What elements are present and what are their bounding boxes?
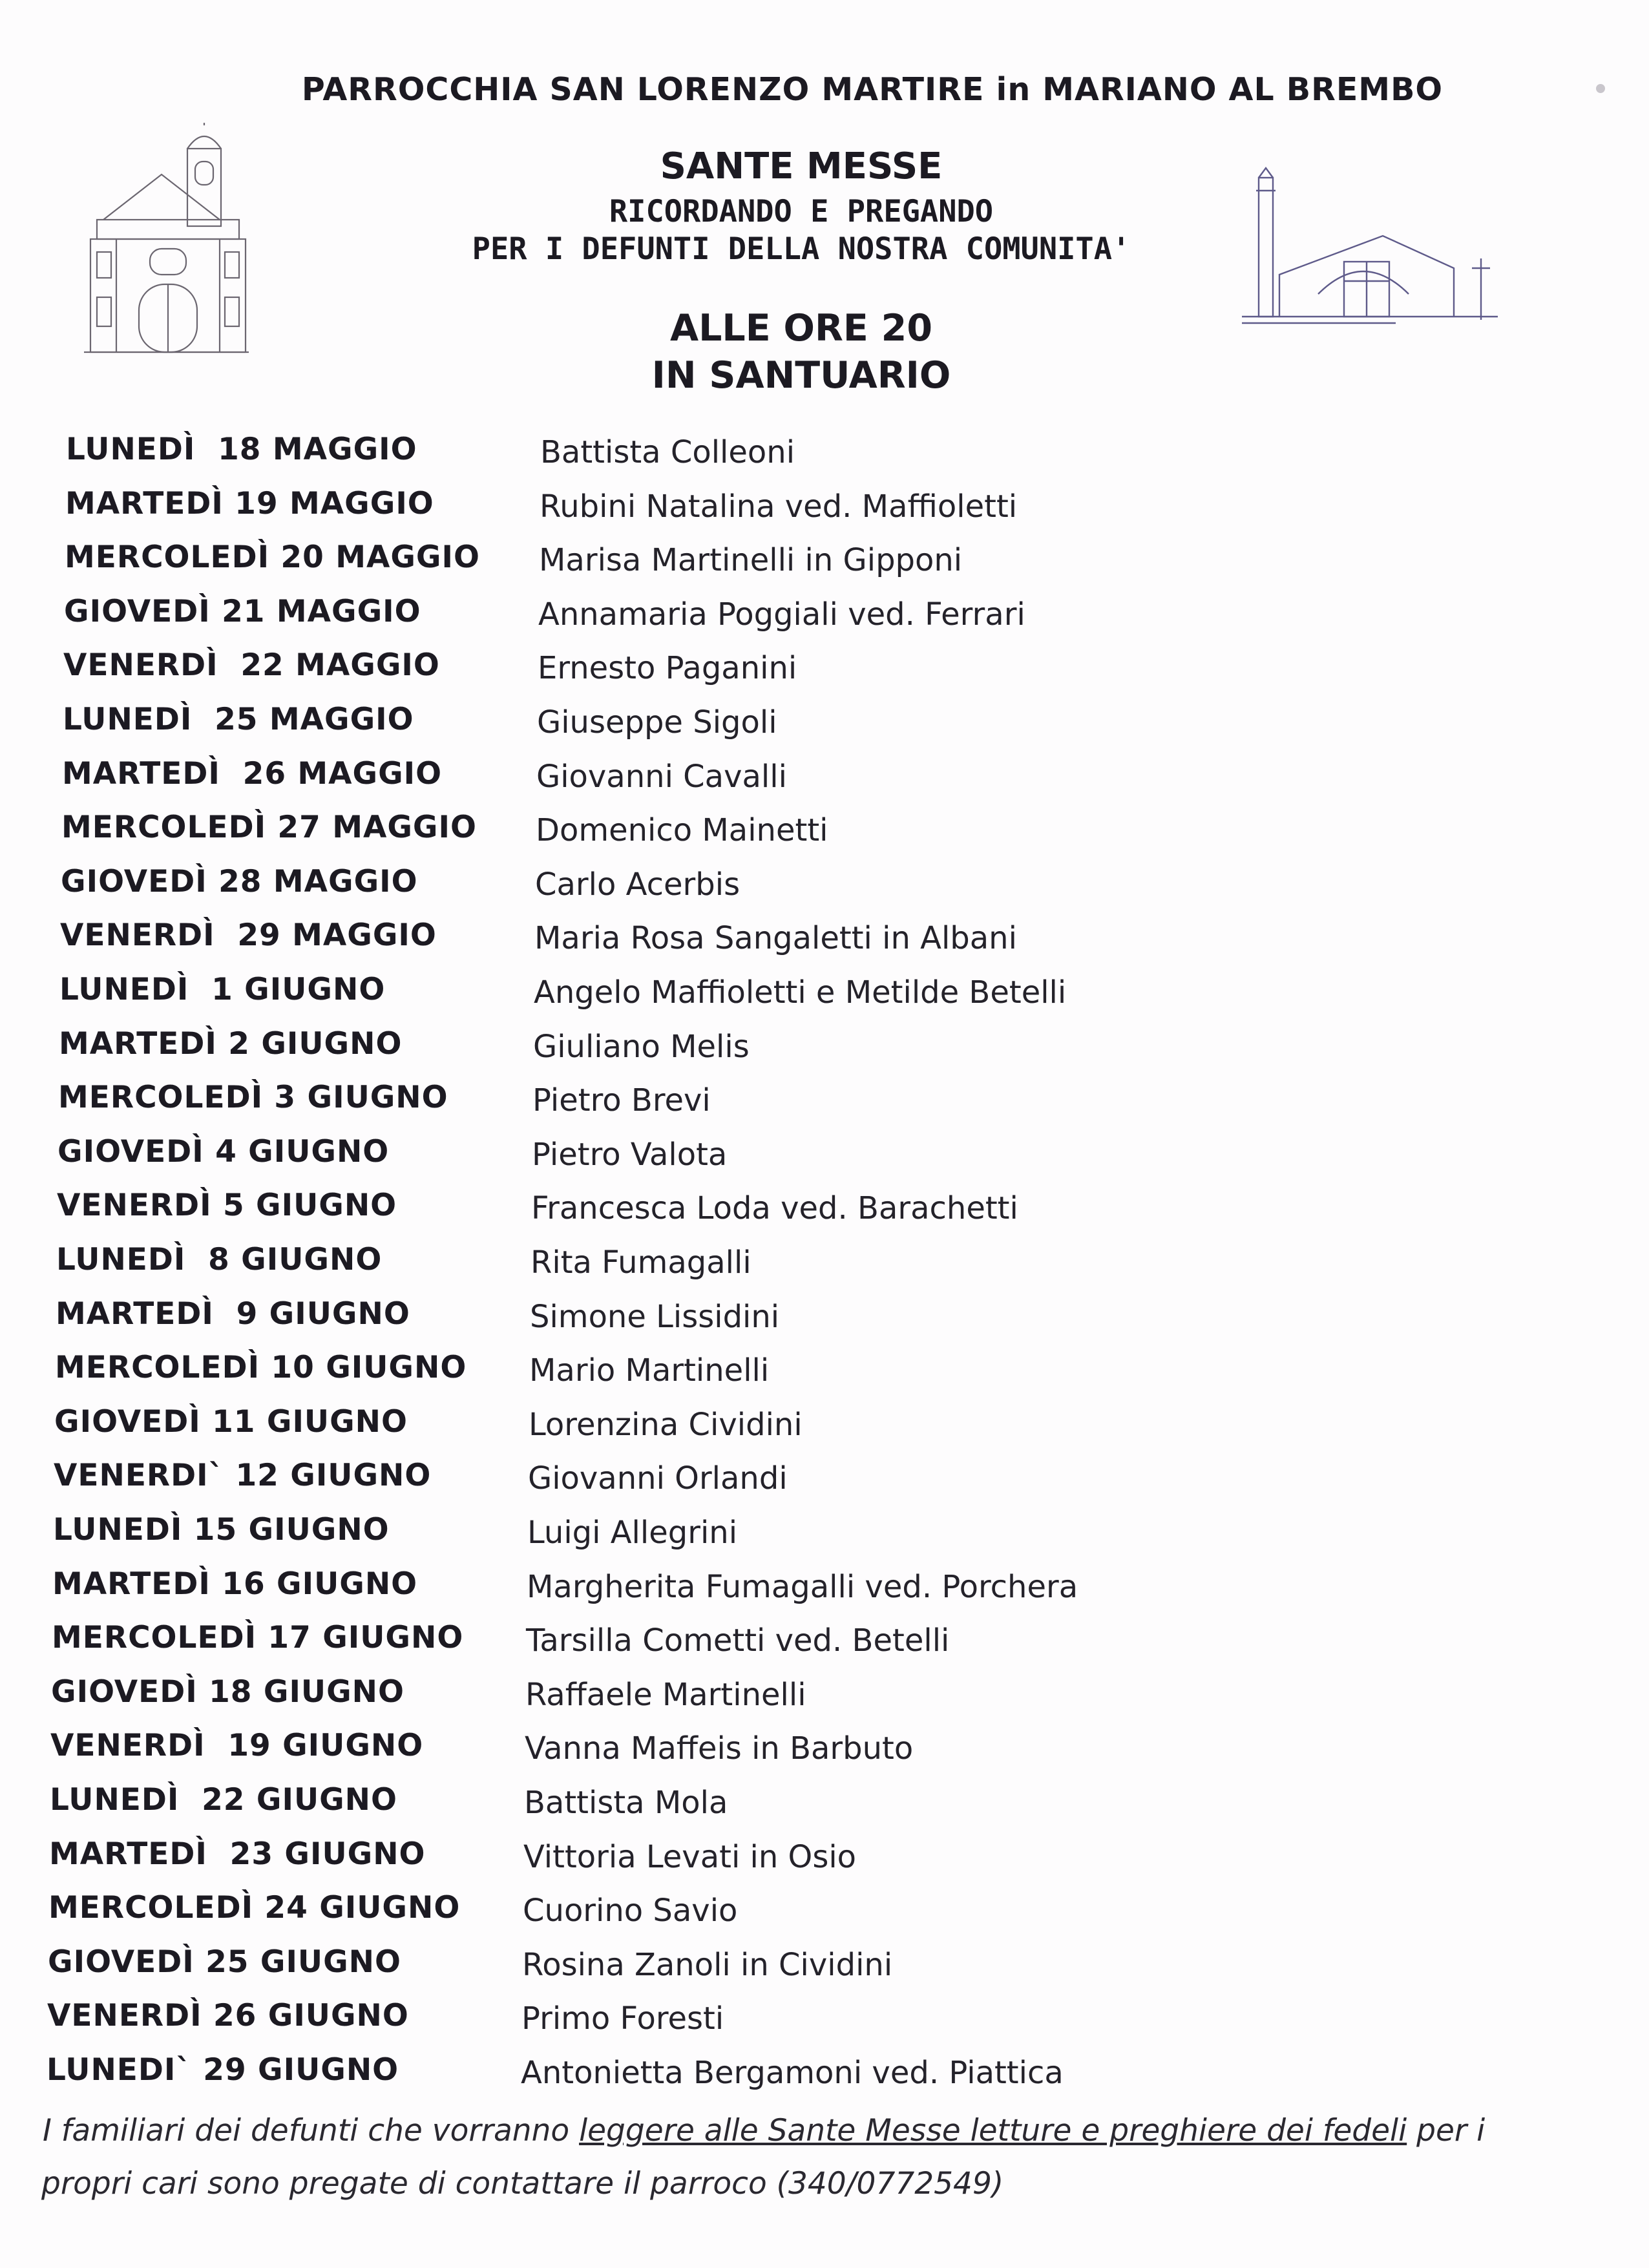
schedule-row — [0, 1458, 1649, 1503]
deceased-name: Antonietta Bergamoni ved. Piattica — [521, 2055, 1064, 2091]
footer-text-before: I familiari dei defunti che vorranno — [43, 2113, 580, 2148]
footer-note-line-2: propri cari sono pregate di contattare il parroco (340/0772549) — [41, 2166, 1004, 2201]
schedule-row — [0, 486, 1649, 531]
mass-date: LUNEDÌ 22 GIUGNO — [50, 1782, 397, 1818]
mass-date: MERCOLEDÌ 24 GIUGNO — [48, 1890, 461, 1926]
mass-date: MARTEDÌ 26 MAGGIO — [62, 755, 443, 792]
deceased-name: Battista Mola — [524, 1785, 728, 1821]
mass-date: VENERDI` 12 GIUGNO — [54, 1458, 432, 1494]
subtitle-line-1: RICORDANDO E PREGANDO — [609, 194, 994, 229]
deceased-name: Rubini Natalina ved. Maffioletti — [540, 488, 1018, 525]
mass-date: MARTEDÌ 23 GIUGNO — [49, 1836, 426, 1872]
mass-date: VENERDÌ 19 GIUGNO — [50, 1728, 424, 1764]
mass-date: MERCOLEDÌ 10 GIUGNO — [55, 1350, 467, 1386]
deceased-name: Ernesto Paganini — [538, 650, 797, 687]
deceased-name: Pietro Brevi — [532, 1082, 711, 1119]
mass-date: LUNEDÌ 1 GIUGNO — [59, 972, 386, 1007]
schedule-row — [0, 972, 1649, 1017]
schedule-row — [0, 1890, 1649, 1935]
deceased-name: Primo Foresti — [521, 2000, 724, 2037]
schedule-row — [0, 594, 1649, 639]
schedule-row — [0, 1242, 1649, 1287]
footer-underlined-text: leggere alle Sante Messe letture e preghiere dei fedeli — [579, 2113, 1407, 2148]
mass-date: VENERDÌ 29 MAGGIO — [60, 918, 437, 954]
church-facade-illustration — [78, 123, 252, 355]
deceased-name: Vittoria Levati in Osio — [523, 1838, 857, 1875]
deceased-name: Battista Colleoni — [540, 434, 795, 470]
deceased-name: Cuorino Savio — [523, 1893, 738, 1929]
schedule-row — [0, 810, 1649, 855]
mass-date: MERCOLEDÌ 20 MAGGIO — [65, 540, 480, 576]
schedule-row — [0, 1134, 1649, 1179]
schedule-row — [0, 1998, 1649, 2043]
schedule-row — [0, 1404, 1649, 1449]
deceased-name: Luigi Allegrini — [527, 1515, 738, 1551]
mass-date: MERCOLEDÌ 27 MAGGIO — [61, 810, 477, 846]
schedule-row — [0, 1296, 1649, 1341]
mass-date: LUNEDÌ 18 MAGGIO — [66, 432, 417, 467]
mass-date: MARTEDÌ 2 GIUGNO — [59, 1025, 403, 1062]
mass-date: VENERDÌ 5 GIUGNO — [57, 1188, 397, 1224]
deceased-name: Annamaria Poggiali ved. Ferrari — [538, 596, 1025, 633]
deceased-name: Maria Rosa Sangaletti in Albani — [534, 920, 1017, 957]
mass-date: LUNEDÌ 25 MAGGIO — [63, 702, 414, 737]
schedule-row — [0, 1080, 1649, 1125]
subtitle-line-2: PER I DEFUNTI DELLA NOSTRA COMUNITA' — [472, 231, 1131, 267]
deceased-name: Raffaele Martinelli — [525, 1676, 806, 1713]
mass-date: VENERDÌ 22 MAGGIO — [63, 647, 440, 684]
deceased-name: Marisa Martinelli in Gipponi — [539, 542, 963, 579]
schedule-row — [0, 1782, 1649, 1827]
parish-heading: PARROCCHIA SAN LORENZO MARTIRE in MARIANO AL BREMBO — [301, 71, 1444, 108]
mass-date: GIOVEDÌ 28 MAGGIO — [61, 863, 418, 899]
mass-date: VENERDÌ 26 GIUGNO — [47, 1998, 409, 2034]
deceased-name: Rita Fumagalli — [530, 1244, 751, 1281]
mass-date: GIOVEDÌ 4 GIUGNO — [58, 1133, 390, 1170]
mass-date: MERCOLEDÌ 17 GIUGNO — [52, 1620, 464, 1656]
schedule-row — [0, 1566, 1649, 1612]
mass-date: MARTEDÌ 9 GIUGNO — [56, 1296, 410, 1332]
deceased-name: Domenico Mainetti — [536, 812, 828, 849]
mass-date: GIOVEDÌ 11 GIUGNO — [54, 1403, 408, 1440]
footer-text-after: per i — [1407, 2113, 1486, 2148]
time-line: ALLE ORE 20 — [670, 307, 932, 350]
mass-date: LUNEDÌ 15 GIUGNO — [53, 1512, 390, 1548]
mass-date: LUNEDI` 29 GIUGNO — [47, 2052, 399, 2088]
schedule-row — [0, 918, 1649, 963]
deceased-name: Giovanni Cavalli — [536, 758, 787, 795]
footer-note-line-1 — [43, 2113, 1593, 2148]
sanctuary-illustration — [1241, 165, 1499, 326]
scan-speck — [1596, 84, 1605, 93]
deceased-name: Margherita Fumagalli ved. Porchera — [527, 1568, 1078, 1605]
schedule-row — [0, 540, 1649, 585]
document-title: SANTE MESSE — [660, 145, 943, 187]
mass-date: GIOVEDÌ 18 GIUGNO — [51, 1674, 404, 1710]
deceased-name: Francesca Loda ved. Barachetti — [531, 1190, 1018, 1227]
deceased-name: Angelo Maffioletti e Metilde Betelli — [534, 974, 1067, 1011]
deceased-name: Lorenzina Cividini — [529, 1406, 803, 1443]
schedule-row — [0, 1026, 1649, 1071]
mass-date: GIOVEDÌ 21 MAGGIO — [64, 593, 421, 629]
deceased-name: Rosina Zanoli in Cividini — [522, 1946, 893, 1983]
schedule-row — [0, 1944, 1649, 1990]
schedule-row — [0, 1350, 1649, 1395]
schedule-row — [0, 1188, 1649, 1233]
deceased-name: Carlo Acerbis — [535, 866, 740, 903]
deceased-name: Pietro Valota — [532, 1136, 728, 1173]
deceased-name: Mario Martinelli — [529, 1352, 770, 1389]
schedule-row — [0, 1836, 1649, 1882]
location-line: IN SANTUARIO — [651, 354, 951, 397]
schedule-row — [0, 647, 1649, 693]
schedule-row — [0, 1512, 1649, 1557]
deceased-name: Giuseppe Sigoli — [537, 704, 777, 740]
mass-date: MERCOLEDÌ 3 GIUGNO — [58, 1080, 448, 1116]
mass-date: LUNEDÌ 8 GIUGNO — [56, 1242, 383, 1277]
schedule-row — [0, 864, 1649, 909]
schedule-row — [0, 2052, 1649, 2097]
mass-date: GIOVEDÌ 25 GIUGNO — [48, 1944, 401, 1980]
deceased-name: Giovanni Orlandi — [528, 1460, 788, 1497]
schedule-row — [0, 1620, 1649, 1665]
schedule-row — [0, 432, 1649, 477]
deceased-name: Simone Lissidini — [530, 1298, 780, 1335]
mass-date: MARTEDÌ 19 MAGGIO — [65, 485, 434, 521]
schedule-row — [0, 1674, 1649, 1719]
schedule-row — [0, 1728, 1649, 1773]
deceased-name: Giuliano Melis — [533, 1028, 750, 1065]
schedule-row — [0, 702, 1649, 747]
mass-date: MARTEDÌ 16 GIUGNO — [52, 1566, 418, 1602]
schedule-row — [0, 756, 1649, 801]
deceased-name: Vanna Maffeis in Barbuto — [525, 1730, 914, 1767]
deceased-name: Tarsilla Cometti ved. Betelli — [526, 1622, 950, 1659]
